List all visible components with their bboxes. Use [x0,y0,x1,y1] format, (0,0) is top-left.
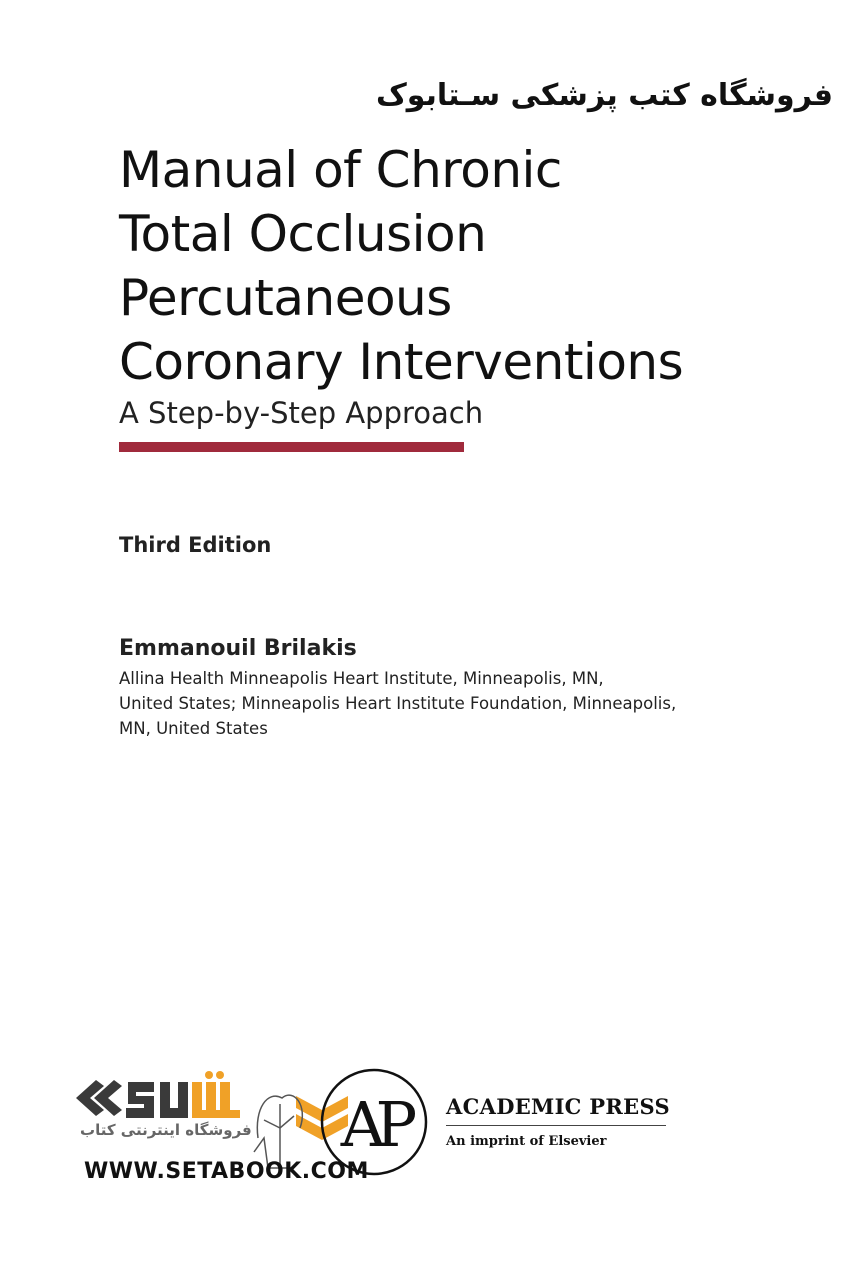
affiliation-line-2: United States; Minneapolis Heart Institute Foundation, Minneapolis, [119,694,677,713]
author-affiliation [119,666,759,741]
accent-rule [119,442,464,452]
author-name: Emmanouil Brilakis [119,636,357,661]
title-line-4: Coronary Interventions [119,333,684,391]
publisher-block [446,1094,670,1149]
book-subtitle: A Step-by-Step Approach [119,396,484,430]
title-block [119,138,819,452]
publisher-imprint: An imprint of Elsevier [446,1134,607,1149]
book-title [119,138,819,394]
watermark-website: WWW.SETABOOK.COM [84,1159,369,1184]
affiliation-line-1: Allina Health Minneapolis Heart Institute, Minneapolis, MN, [119,669,604,688]
academic-press-logo-icon [318,1066,430,1178]
affiliation-line-3: MN, United States [119,719,268,738]
edition-label: Third Edition [119,533,272,557]
title-line-3: Percutaneous [119,269,452,327]
shop-banner: فروشگاه کتب پزشکی سـتابوک [376,78,833,113]
title-line-1: Manual of Chronic [119,141,562,199]
title-line-2: Total Occlusion [119,205,487,263]
ap-logo-letters: AP [340,1088,408,1161]
watermark-persian-text: فروشگاه اینترنتی کتاب [80,1121,252,1139]
publisher-name: ACADEMIC PRESS [446,1094,666,1126]
